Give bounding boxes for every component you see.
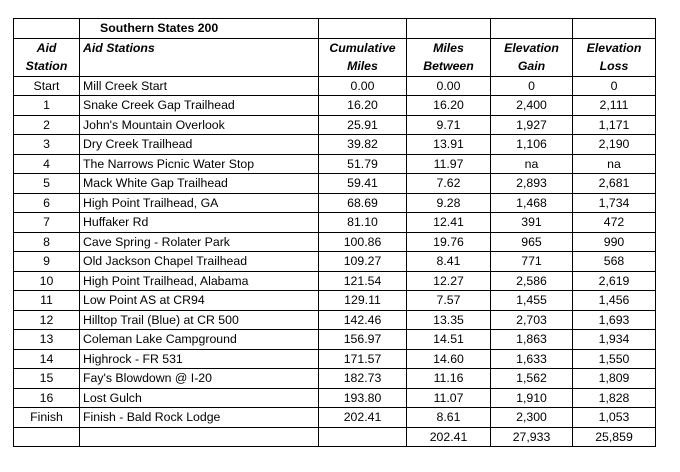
station-name-cell: Highrock - FR 531	[80, 349, 319, 369]
header-loss: Elevation	[573, 38, 656, 57]
cumulative-miles-cell: 25.91	[319, 115, 407, 135]
elevation-loss-cell: 1,734	[573, 193, 656, 213]
total-elevation-gain-cell: 27,933	[491, 427, 573, 447]
table-row	[14, 232, 656, 252]
cumulative-miles-cell: 51.79	[319, 154, 407, 174]
cumulative-miles-cell: 39.82	[319, 135, 407, 155]
elevation-gain-cell: 0	[491, 76, 573, 96]
elevation-loss-cell: 1,171	[573, 115, 656, 135]
elevation-loss-cell: 1,550	[573, 349, 656, 369]
elevation-gain-cell: 1,927	[491, 115, 573, 135]
table-row	[14, 96, 656, 116]
elevation-gain-cell: 2,300	[491, 408, 573, 428]
station-cell: 1	[14, 96, 80, 116]
title-spacer-cell	[14, 19, 80, 39]
station-cell: 4	[14, 154, 80, 174]
header-name-line2	[80, 57, 319, 76]
miles-between-cell: 14.51	[407, 330, 491, 350]
miles-between-cell: 11.16	[407, 369, 491, 389]
station-name-cell: Cave Spring - Rolater Park	[80, 232, 319, 252]
cumulative-miles-cell: 68.69	[319, 193, 407, 213]
elevation-gain-cell: 1,562	[491, 369, 573, 389]
miles-between-cell: 8.61	[407, 408, 491, 428]
title-empty-cell	[407, 19, 491, 39]
elevation-gain-cell: 2,893	[491, 174, 573, 194]
station-cell: 15	[14, 369, 80, 389]
station-name-cell: High Point Trailhead, GA	[80, 193, 319, 213]
cumulative-miles-cell: 59.41	[319, 174, 407, 194]
cumulative-miles-cell: 109.27	[319, 252, 407, 272]
station-name-cell: Coleman Lake Campground	[80, 330, 319, 350]
header-row-2	[14, 57, 656, 76]
table-row	[14, 115, 656, 135]
total-elevation-loss-cell: 25,859	[573, 427, 656, 447]
cumulative-miles-cell: 142.46	[319, 310, 407, 330]
station-name-cell: Fay's Blowdown @ I-20	[80, 369, 319, 389]
station-name-cell: Mill Creek Start	[80, 76, 319, 96]
title-empty-cell	[573, 19, 656, 39]
station-name-cell: Hilltop Trail (Blue) at CR 500	[80, 310, 319, 330]
elevation-gain-cell: 1,468	[491, 193, 573, 213]
station-cell: 13	[14, 330, 80, 350]
elevation-loss-cell: 2,190	[573, 135, 656, 155]
miles-between-cell: 8.41	[407, 252, 491, 272]
station-name-cell: Snake Creek Gap Trailhead	[80, 96, 319, 116]
header-loss-line2: Loss	[573, 57, 656, 76]
station-name-cell: The Narrows Picnic Water Stop	[80, 154, 319, 174]
elevation-gain-cell: 1,455	[491, 291, 573, 311]
station-cell: 3	[14, 135, 80, 155]
cumulative-miles-cell: 81.10	[319, 213, 407, 233]
header-row-1	[14, 38, 656, 57]
cumulative-miles-cell: 171.57	[319, 349, 407, 369]
header-station-line2: Station	[14, 57, 80, 76]
table-row	[14, 310, 656, 330]
miles-between-cell: 9.71	[407, 115, 491, 135]
elevation-loss-cell: 990	[573, 232, 656, 252]
table-row	[14, 271, 656, 291]
station-name-cell: John's Mountain Overlook	[80, 115, 319, 135]
elevation-loss-cell: 1,693	[573, 310, 656, 330]
table-row	[14, 213, 656, 233]
station-cell: 16	[14, 388, 80, 408]
table-row	[14, 408, 656, 428]
cumulative-miles-cell: 156.97	[319, 330, 407, 350]
elevation-gain-cell: na	[491, 154, 573, 174]
table-row	[14, 330, 656, 350]
miles-between-cell: 0.00	[407, 76, 491, 96]
station-name-cell: Finish - Bald Rock Lodge	[80, 408, 319, 428]
elevation-gain-cell: 1,863	[491, 330, 573, 350]
elevation-loss-cell: 1,809	[573, 369, 656, 389]
table-row	[14, 388, 656, 408]
cumulative-miles-cell: 121.54	[319, 271, 407, 291]
elevation-loss-cell: 472	[573, 213, 656, 233]
elevation-loss-cell: 1,828	[573, 388, 656, 408]
elevation-loss-cell: 568	[573, 252, 656, 272]
elevation-gain-cell: 771	[491, 252, 573, 272]
station-cell: 7	[14, 213, 80, 233]
miles-between-cell: 13.91	[407, 135, 491, 155]
miles-between-cell: 11.07	[407, 388, 491, 408]
station-name-cell: High Point Trailhead, Alabama	[80, 271, 319, 291]
station-cell: 5	[14, 174, 80, 194]
elevation-gain-cell: 1,910	[491, 388, 573, 408]
elevation-gain-cell: 1,633	[491, 349, 573, 369]
miles-between-cell: 9.28	[407, 193, 491, 213]
station-cell: 11	[14, 291, 80, 311]
miles-between-cell: 7.57	[407, 291, 491, 311]
cumulative-miles-cell: 202.41	[319, 408, 407, 428]
table-row	[14, 174, 656, 194]
elevation-gain-cell: 965	[491, 232, 573, 252]
table-row	[14, 369, 656, 389]
totals-row	[14, 427, 656, 447]
miles-between-cell: 19.76	[407, 232, 491, 252]
cumulative-miles-cell: 0.00	[319, 76, 407, 96]
station-cell: Start	[14, 76, 80, 96]
header-cumulative-line2: Miles	[319, 57, 407, 76]
station-cell: Finish	[14, 408, 80, 428]
elevation-gain-cell: 391	[491, 213, 573, 233]
title-empty-cell	[319, 19, 407, 39]
miles-between-cell: 14.60	[407, 349, 491, 369]
station-name-cell: Lost Gulch	[80, 388, 319, 408]
elevation-loss-cell: 2,681	[573, 174, 656, 194]
cumulative-miles-cell: 100.86	[319, 232, 407, 252]
station-name-cell: Old Jackson Chapel Trailhead	[80, 252, 319, 272]
elevation-loss-cell: 2,111	[573, 96, 656, 116]
elevation-loss-cell: 2,619	[573, 271, 656, 291]
elevation-gain-cell: 2,703	[491, 310, 573, 330]
miles-between-cell: 12.41	[407, 213, 491, 233]
station-name-cell: Low Point AS at CR94	[80, 291, 319, 311]
header-between: Miles	[407, 38, 491, 57]
title-row	[14, 19, 656, 39]
table-row	[14, 135, 656, 155]
station-cell: 10	[14, 271, 80, 291]
miles-between-cell: 11.97	[407, 154, 491, 174]
elevation-loss-cell: 0	[573, 76, 656, 96]
elevation-gain-cell: 2,586	[491, 271, 573, 291]
totals-empty-cell	[14, 427, 80, 447]
elevation-gain-cell: 1,106	[491, 135, 573, 155]
table-row	[14, 154, 656, 174]
header-station: Aid	[14, 38, 80, 57]
header-gain: Elevation	[491, 38, 573, 57]
miles-between-cell: 16.20	[407, 96, 491, 116]
header-name: Aid Stations	[80, 38, 319, 57]
totals-empty-cell	[80, 427, 319, 447]
station-name-cell: Mack White Gap Trailhead	[80, 174, 319, 194]
table-title: Southern States 200	[80, 19, 319, 39]
total-miles-cell: 202.41	[407, 427, 491, 447]
elevation-loss-cell: 1,934	[573, 330, 656, 350]
cumulative-miles-cell: 182.73	[319, 369, 407, 389]
title-empty-cell	[491, 19, 573, 39]
elevation-gain-cell: 2,400	[491, 96, 573, 116]
table-row	[14, 193, 656, 213]
table-row	[14, 349, 656, 369]
cumulative-miles-cell: 193.80	[319, 388, 407, 408]
station-cell: 14	[14, 349, 80, 369]
totals-empty-cell	[319, 427, 407, 447]
miles-between-cell: 7.62	[407, 174, 491, 194]
elevation-loss-cell: 1,456	[573, 291, 656, 311]
aid-stations-table	[13, 18, 656, 447]
header-between-line2: Between	[407, 57, 491, 76]
miles-between-cell: 13.35	[407, 310, 491, 330]
cumulative-miles-cell: 129.11	[319, 291, 407, 311]
header-gain-line2: Gain	[491, 57, 573, 76]
elevation-loss-cell: 1,053	[573, 408, 656, 428]
table-row	[14, 252, 656, 272]
station-name-cell: Huffaker Rd	[80, 213, 319, 233]
header-cumulative: Cumulative	[319, 38, 407, 57]
station-cell: 6	[14, 193, 80, 213]
station-cell: 9	[14, 252, 80, 272]
table-row	[14, 291, 656, 311]
station-cell: 8	[14, 232, 80, 252]
station-cell: 12	[14, 310, 80, 330]
elevation-loss-cell: na	[573, 154, 656, 174]
station-name-cell: Dry Creek Trailhead	[80, 135, 319, 155]
table-row	[14, 76, 656, 96]
cumulative-miles-cell: 16.20	[319, 96, 407, 116]
station-cell: 2	[14, 115, 80, 135]
miles-between-cell: 12.27	[407, 271, 491, 291]
